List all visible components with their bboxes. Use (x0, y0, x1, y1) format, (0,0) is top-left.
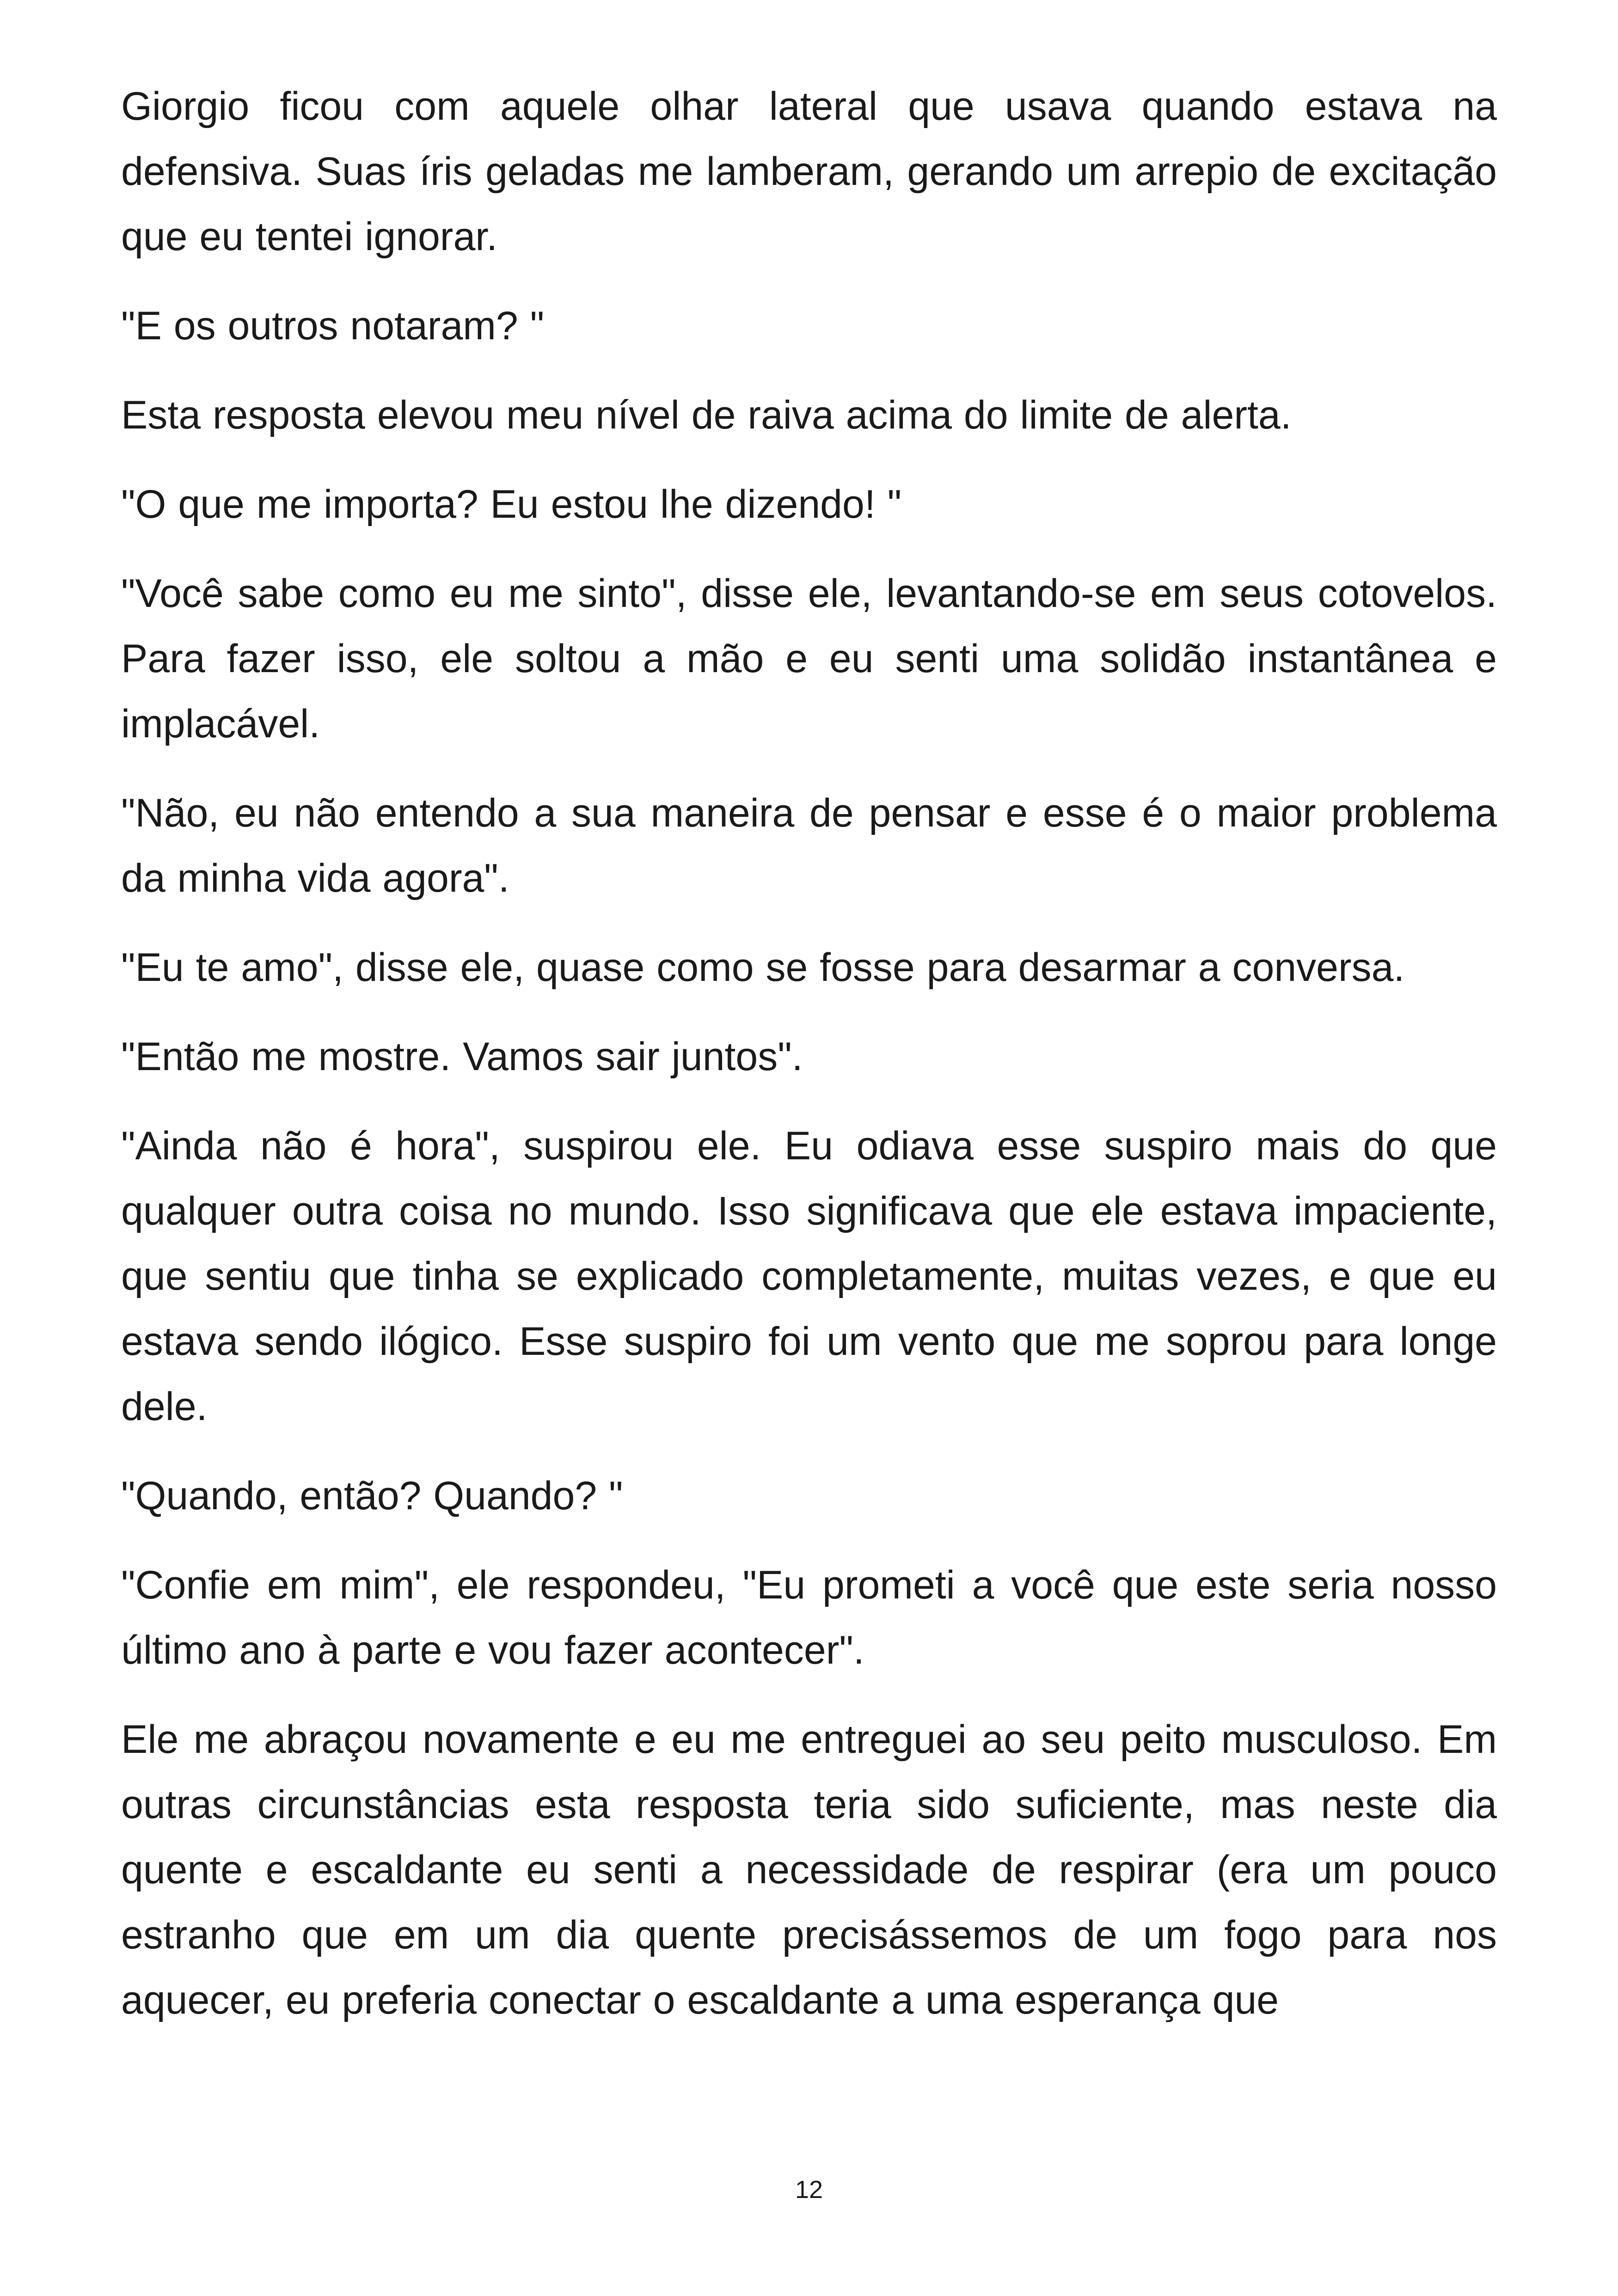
paragraph: Ele me abraçou novamente e eu me entreguei ao seu peito musculoso. Em outras circunstâncias esta resposta teria sido suficiente, mas neste dia quente e escaldante eu senti a necessidade de respirar (era um pouco estranho que em um dia quente precisássemos de um fogo para nos aquecer, eu preferia conectar o escaldante a uma esperança que (121, 1717, 1497, 2022)
paragraph: "Você sabe como eu me sinto", disse ele, levantando-se em seus cotovelos. Para fazer isso, ele soltou a mão e eu senti uma solidão instantânea e implacável. (121, 571, 1497, 746)
paragraph: "O que me importa? Eu estou lhe dizendo! " (121, 482, 902, 527)
paragraph: "Quando, então? Quando? " (121, 1474, 623, 1518)
paragraph: Esta resposta elevou meu nível de raiva acima do limite de alerta. (121, 393, 1292, 437)
page-number: 12 (795, 2176, 823, 2204)
paragraph: "Confie em mim", ele respondeu, "Eu prometi a você que este seria nosso último ano à parte e vou fazer acontecer". (121, 1563, 1497, 1672)
paragraph: "E os outros notaram? " (121, 304, 545, 348)
paragraph: "Então me mostre. Vamos sair juntos". (121, 1035, 803, 1079)
paragraph: Giorgio ficou com aquele olhar lateral que usava quando estava na defensiva. Suas íris geladas me lamberam, gerando um arrepio de excitação que eu tentei ignorar. (121, 84, 1497, 259)
paragraph: "Ainda não é hora", suspirou ele. Eu odiava esse suspiro mais do que qualquer outra coisa no mundo. Isso significava que ele estava impaciente, que sentiu que tinha se explicado completamente, muitas vezes, e que eu estava sendo ilógico. Esse suspiro foi um vento que me soprou para longe dele. (121, 1124, 1497, 1429)
paragraph: "Eu te amo", disse ele, quase como se fosse para desarmar a conversa. (121, 945, 1405, 990)
paragraph: "Não, eu não entendo a sua maneira de pensar e esse é o maior problema da minha vida agora". (121, 791, 1497, 900)
document-body (121, 74, 1497, 2057)
